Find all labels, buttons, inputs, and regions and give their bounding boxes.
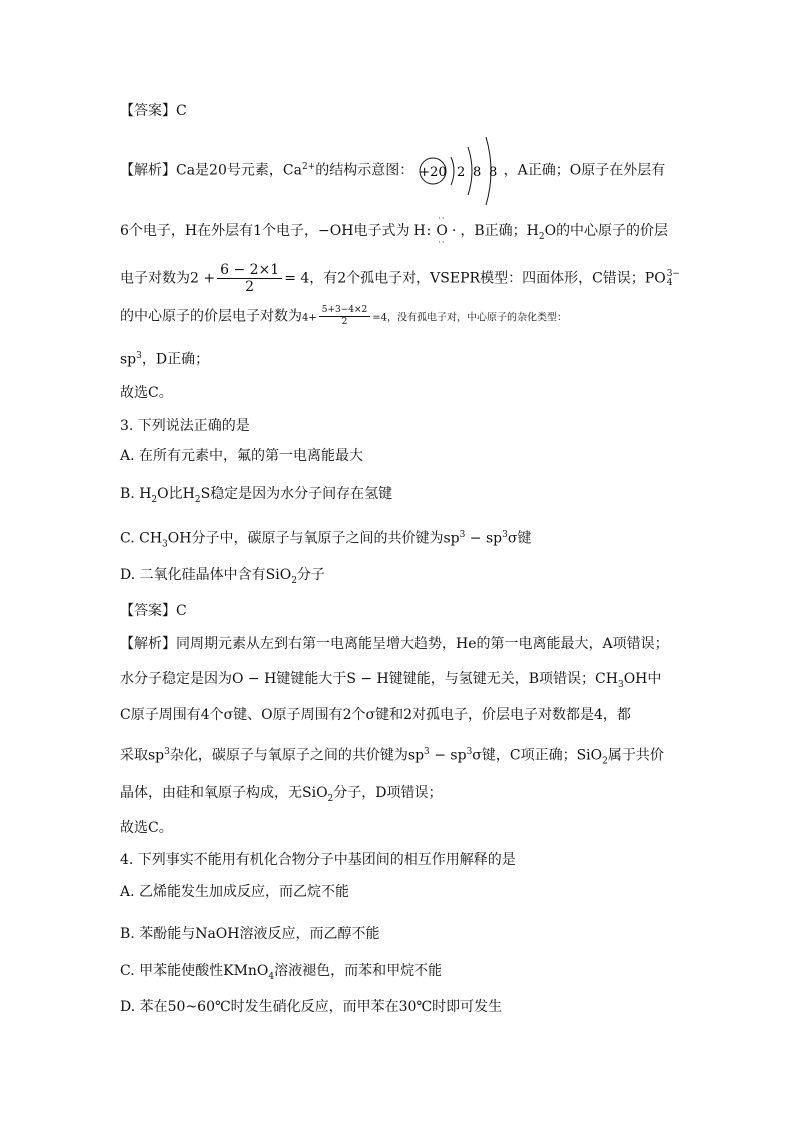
text: 的结构示意图： bbox=[315, 162, 414, 179]
q3-analysis-4: 采取$sp^3$杂化，碳原子与氧原子之间的共价键为$sp^3 - sp^3\sigma$键，C项正确；SiO$_2$属于共价 bbox=[120, 747, 664, 767]
text: ，A正确；O原子在外层有 bbox=[503, 162, 666, 179]
q3-analysis-1: 【解析】同周期元素从左到右第一电离能呈增大趋势，He的第一电离能最大，A项错误； bbox=[120, 636, 669, 652]
shell-1: 2 bbox=[456, 164, 465, 180]
analysis-line-5: $sp^3$，D正确； bbox=[120, 351, 210, 368]
q4-option-a: A. 乙烯能发生加成反应，而乙烷不能 bbox=[120, 884, 350, 900]
analysis-line-4: 的中心原子的价层电子对数为4+ $\frac{5+3-4\times 2}{2}$ =4，没有孤电子对，中心原子的杂化类型： bbox=[120, 305, 568, 327]
q4-option-b: B. 苯酚能与NaOH溶液反应，而乙醇不能 bbox=[120, 926, 380, 942]
q3-analysis-2: 水分子稳定是因为O − H键键能大于S − H键键能，与氢键无关，B项错误；$CH_3OH$中 bbox=[120, 671, 662, 690]
analysis-line-6: 故选C。 bbox=[120, 385, 173, 401]
analysis-line-1 bbox=[120, 157, 665, 181]
text: = 4，有2个孤电子对，VSEPR模型：四面体形，C错误；PO bbox=[284, 270, 666, 287]
shell-2: 8 bbox=[472, 164, 481, 180]
q3-option-b: B. $H_2O$比$H_2S$稳定是因为水分子间存在氢键 bbox=[120, 486, 393, 505]
shell-3: 8 bbox=[488, 164, 497, 180]
analysis-tag: 【解析】 bbox=[120, 162, 176, 179]
ca-ion-structure-diagram bbox=[418, 161, 504, 181]
q3-analysis-6: 故选C。 bbox=[120, 820, 173, 836]
q3-answer-label: 【答案】C bbox=[120, 603, 187, 619]
fraction-1: $\frac{6 - 2\times 1}{2}$ bbox=[217, 262, 282, 295]
nucleus-label: +20 bbox=[418, 164, 447, 180]
question-3-stem: 3. 下列说法正确的是 bbox=[120, 418, 250, 434]
q4-option-c: C. 甲苯能使酸性KMnO$_4$溶液褪色，而苯和甲烷不能 bbox=[120, 963, 443, 982]
text: 的中心原子的价层电子对数为 bbox=[120, 308, 302, 325]
text: 6个电子，H在外层有1个电子，−OH电子式为 bbox=[120, 223, 410, 239]
text: 的中心原子的价层 bbox=[556, 223, 669, 239]
text: ，B正确； bbox=[460, 223, 527, 239]
fraction-2: $\frac{5+3-4\times 2}{2}$ bbox=[319, 305, 371, 328]
answer-label: 【答案】C bbox=[120, 103, 187, 119]
charge: 2+ bbox=[301, 162, 316, 172]
question-4-stem: 4. 下列事实不能用有机化合物分子中基团间的相互作用解释的是 bbox=[120, 852, 516, 868]
text: 电子对数为 bbox=[120, 270, 190, 287]
analysis-line-3: 电子对数为2 + $\frac{6 - 2\times 1}{2}$ = 4，有2个孤电子对，VSEPR模型：四面体形，C错误；PO 3− 4 bbox=[120, 262, 680, 295]
text: Ca是20号元素，Ca bbox=[176, 162, 302, 179]
oh-electron-formula: H: ·· O ·· · bbox=[413, 214, 457, 247]
q3-option-c: C. $CH_3OH$分子中，碳原子与氧原子之间的共价键为$sp^3 - sp^3\sigma$键 bbox=[120, 530, 532, 550]
q4-option-d: D. 苯在50~60℃时发生硝化反应，而甲苯在30℃时即可发生 bbox=[120, 999, 503, 1015]
q3-analysis-5: 晶体，由硅和氧原子构成，无SiO$_2$分子，D项错误； bbox=[120, 785, 443, 804]
q3-option-a: A. 在所有元素中，氟的第一电离能最大 bbox=[120, 448, 364, 464]
q3-analysis-3: C原子周围有4个σ键、O原子周围有2个σ键和2对孤电子，价层电子对数都是4，都 bbox=[120, 707, 631, 723]
q3-option-d: D. 二氧化硅晶体中含有SiO$_2$分子 bbox=[120, 567, 325, 586]
analysis-line-2: 6个电子，H在外层有1个电子，−OH电子式为 H: ·· O ·· · ，B正确；$H_2O$的中心原子的价层 bbox=[120, 214, 669, 247]
